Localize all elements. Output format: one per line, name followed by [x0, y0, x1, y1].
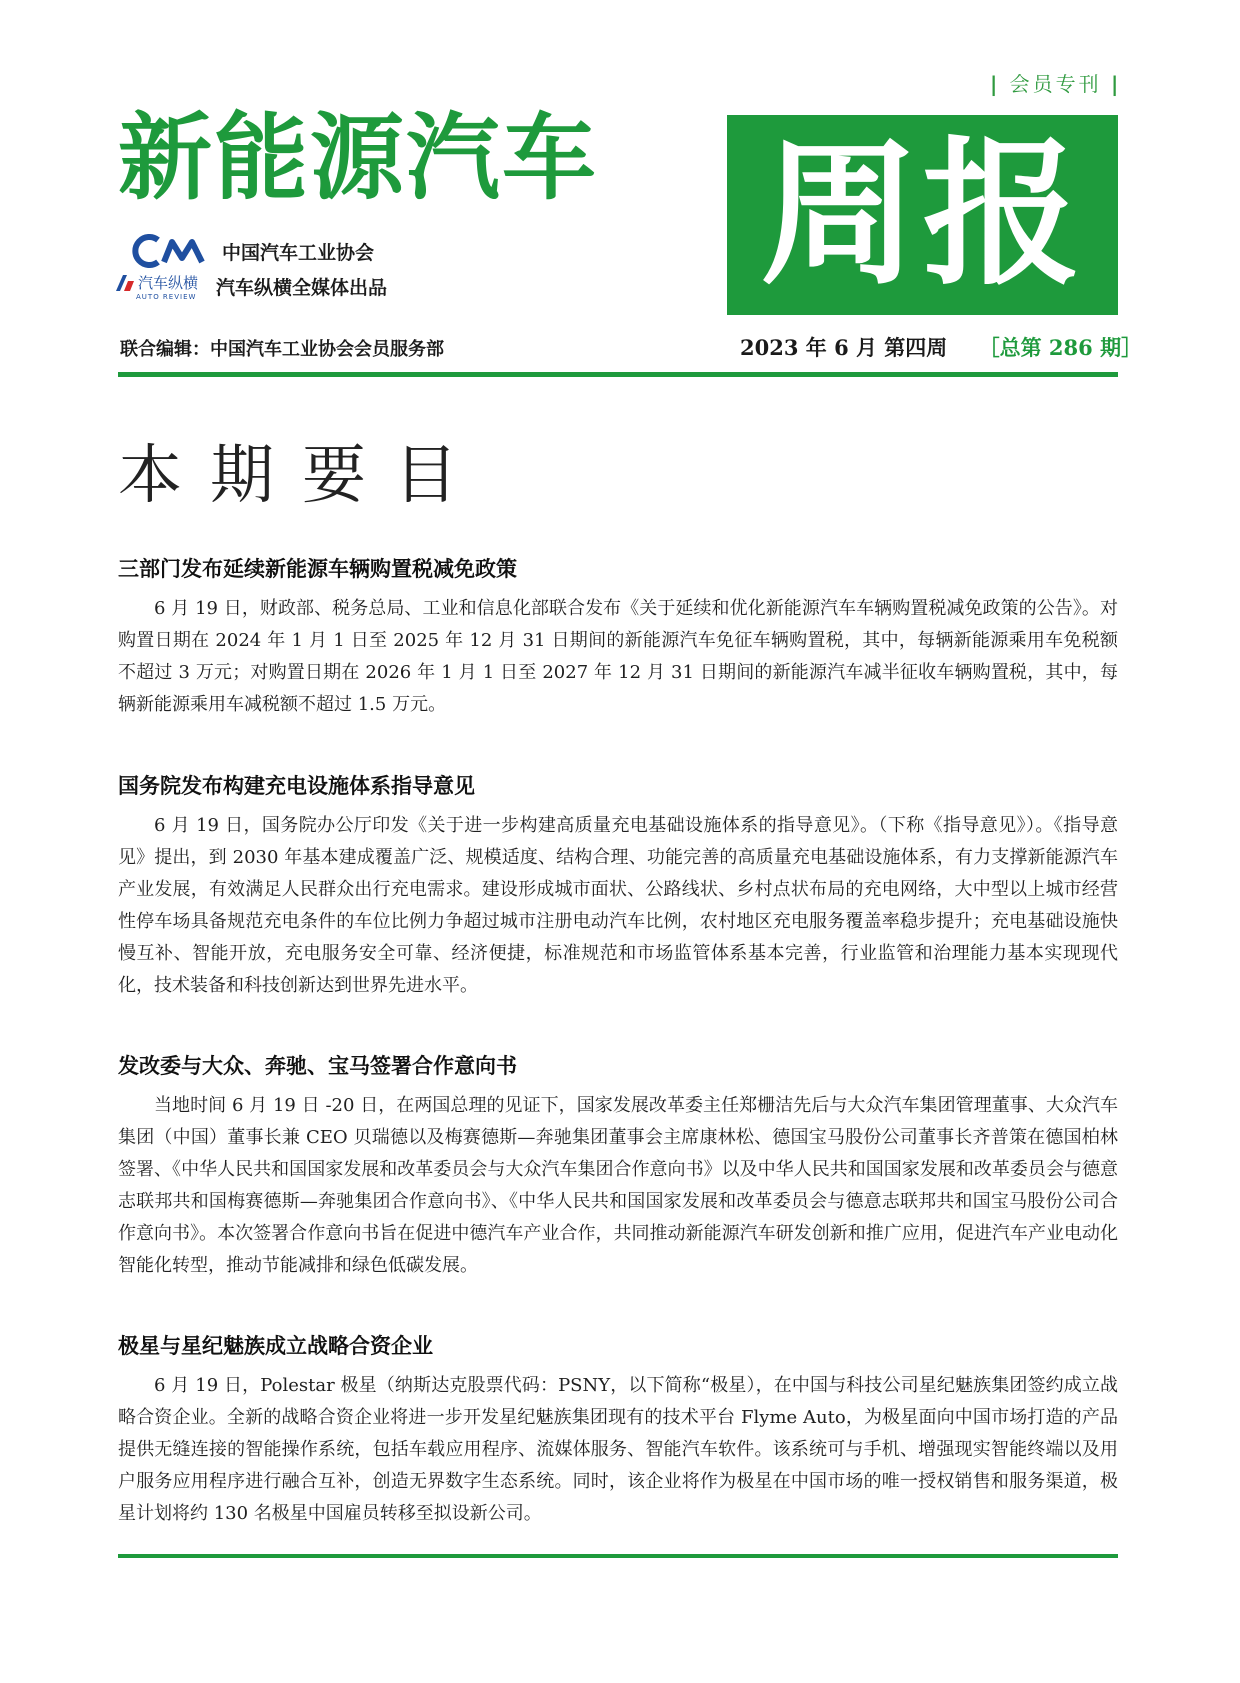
section-title: 本期要目 — [118, 439, 486, 513]
caam-logo-icon — [130, 234, 210, 268]
publication-title: 新能源汽车 — [118, 104, 599, 213]
member-tag: | 会员专刊 | — [990, 72, 1122, 96]
article-body: 当地时间 6 月 19 日 -20 日，在两国总理的见证下，国家发展改革委主任郑栅洁先后与大众汽车集团管理董事、大众汽车集团（中国）董事长兼 CEO 贝瑞德以及梅赛德斯—奔驰集团董事会主席康林松、德国宝马股份公司董事长齐普策在德国柏林签署、《中华人民共和国国家发展和改革委员会与大众汽车集团合作意向书》以及中华人民共和国国家发展和改革委员会与德意志联邦共和国梅赛德斯—奔驰集团合作意向书》、《中华人民共和国国家发展和改革委员会与德意志联邦共和国宝马股份公司合作意向书》。本次签署合作意向书旨在促进中德汽车产业合作，共同推动新能源汽车研发创新和推广应用，促进汽车产业电动化智能化转型，推动节能减排和绿色低碳发展。 — [118, 1095, 1118, 1276]
autoreview-logo — [114, 272, 212, 301]
autoreview-logo-icon — [114, 273, 136, 293]
autoreview-logo-sub: AUTO REVIEW — [136, 293, 197, 301]
footer-divider — [118, 1554, 1118, 1558]
article-3 — [118, 1050, 1118, 1282]
org-autoreview-label: 汽车纵横全媒体出品 — [216, 277, 388, 299]
header-divider — [118, 372, 1118, 377]
autoreview-logo-text: 汽车纵横 — [138, 274, 199, 292]
weekly-title: 周报 — [760, 123, 1085, 307]
weekly-title-box — [727, 115, 1118, 315]
article-title: 三部门发布延续新能源车辆购置税减免政策 — [118, 557, 517, 581]
joint-editor: 联合编辑：中国汽车工业协会会员服务部 — [120, 339, 444, 360]
article-body: 6 月 19 日，财政部、税务总局、工业和信息化部联合发布《关于延续和优化新能源汽车车辆购置税减免政策的公告》。对购置日期在 2024 年 1 月 1 日至 2025 年 12 月 31 日期间的新能源汽车免征车辆购置税，其中，每辆新能源乘用车免税额不超过 3 万元；对购置日期在 2026 年 1 月 1 日至 2027 年 12 月 31 日期间的新能源汽车减半征收车辆购置税，其中，每辆新能源乘用车减税额不超过 1.5 万元。 — [118, 598, 1118, 715]
issue-info — [740, 332, 1142, 362]
article-4 — [118, 1330, 1118, 1530]
article-title: 国务院发布构建充电设施体系指导意见 — [118, 774, 475, 798]
article-title: 发改委与大众、奔驰、宝马签署合作意向书 — [118, 1054, 517, 1078]
article-title: 极星与星纪魅族成立战略合资企业 — [118, 1334, 433, 1358]
article-2 — [118, 770, 1118, 1002]
org-caam — [130, 234, 374, 268]
org-autoreview — [114, 272, 387, 301]
article-body: 6 月 19 日，国务院办公厅印发《关于进一步构建高质量充电基础设施体系的指导意见》。（下称《指导意见》）。《指导意见》提出，到 2030 年基本建成覆盖广泛、规模适度、结构合理、功能完善的高质量充电基础设施体系，有力支撑新能源汽车产业发展，有效满足人民群众出行充电需求。建设形成城市面状、公路线状、乡村点状布局的充电网络，大中型以上城市经营性停车场具备规范充电条件的车位比例力争超过城市注册电动汽车比例，农村地区充电服务覆盖率稳步提升；充电基础设施快慢互补、智能开放，充电服务安全可靠、经济便捷，标准规范和市场监管体系基本完善，行业监管和治理能力基本实现现代化，技术装备和科技创新达到世界先进水平。 — [118, 815, 1118, 996]
issue-date: 2023 年 6 月 第四周 — [740, 335, 948, 360]
article-body: 6 月 19 日，Polestar 极星（纳斯达克股票代码：PSNY，以下简称“极星），在中国与科技公司星纪魅族集团签约成立战略合资企业。全新的战略合资企业将进一步开发星纪魅族集团现有的技术平台 Flyme Auto，为极星面向中国市场打造的产品提供无缝连接的智能操作系统，包括车载应用程序、流媒体服务、智能汽车软件。该系统可与手机、增强现实智能终端以及用户服务应用程序进行融合互补，创造无界数字生态系统。同时，该企业将作为极星在中国市场的唯一授权销售和服务渠道，极星计划将约 130 名极星中国雇员转移至拟设新公司。 — [118, 1375, 1118, 1524]
article-1 — [118, 553, 1118, 721]
issue-total: ［总第 286 期］ — [978, 335, 1143, 360]
org-caam-label: 中国汽车工业协会 — [222, 241, 375, 264]
